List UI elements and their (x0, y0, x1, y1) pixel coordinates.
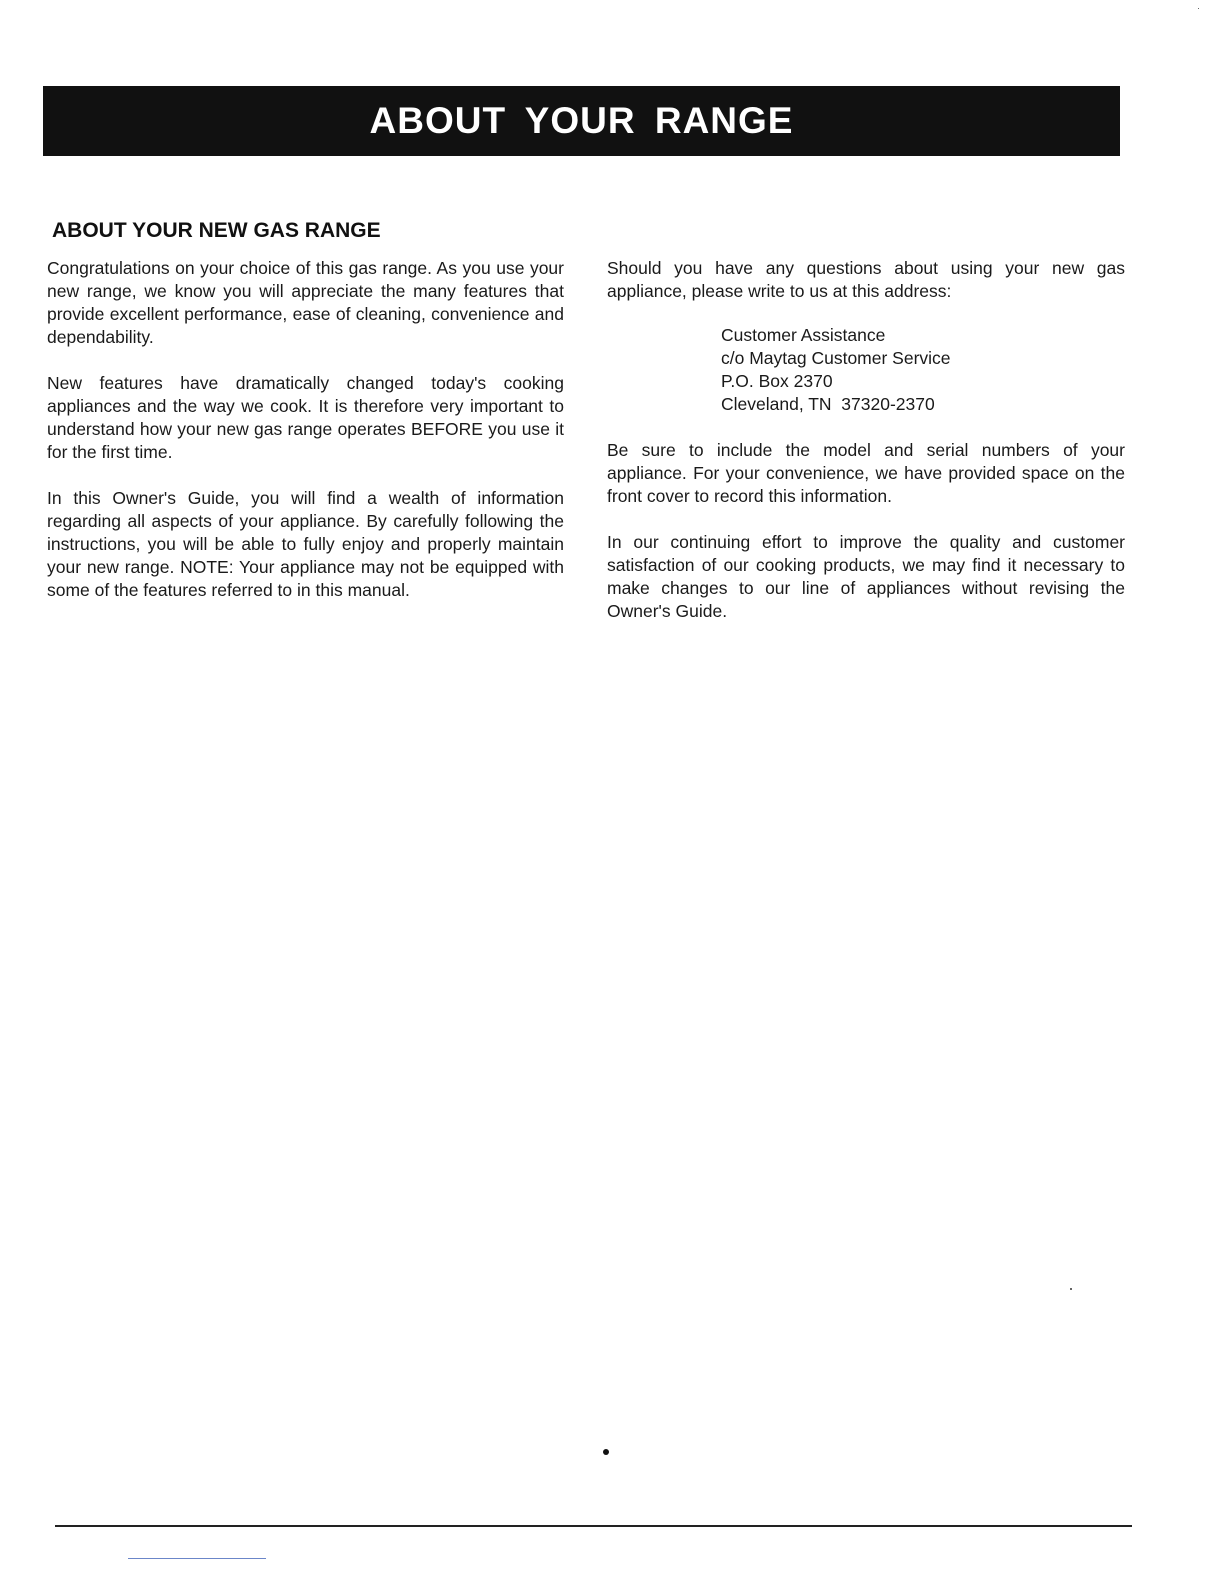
left-column (47, 257, 564, 625)
right-column (607, 257, 1125, 646)
address-line: P.O. Box 2370 (721, 371, 833, 391)
footer-rule (55, 1525, 1132, 1527)
paragraph-continuing-effort: In our continuing effort to improve the quality and customer satisfaction of our cooking products, we may find it necessary to make changes to our line of appliances without revising the Owner's Guide. (607, 532, 1125, 621)
paragraph-questions: Should you have any questions about using your new gas appliance, please write to us at this address: (607, 258, 1125, 301)
page-title: ABOUT YOUR RANGE (369, 100, 794, 141)
address-line: c/o Maytag Customer Service (721, 348, 951, 368)
scan-speck (1198, 8, 1199, 9)
address-line: Cleveland, TN 37320-2370 (721, 394, 935, 414)
bullet-dot (603, 1449, 609, 1455)
section-heading: ABOUT YOUR NEW GAS RANGE (52, 219, 381, 242)
address-line: Customer Assistance (721, 325, 886, 345)
paragraph-owners-guide: In this Owner's Guide, you will find a wealth of information regarding all aspects of your appliance. By carefully following the instructions, you will be able to fully enjoy and properly maintain your new range. NOTE: Your appliance may not be equipped with some of the features referred to in this manual. (47, 488, 564, 600)
scan-speck (1070, 1288, 1072, 1290)
paragraph-model-serial: Be sure to include the model and serial numbers of your appliance. For your convenience, we have provided space on the front cover to record this information. (607, 440, 1125, 506)
paragraph-congratulations: Congratulations on your choice of this gas range. As you use your new range, we know you will appreciate the many features that provide excellent performance, ease of cleaning, convenience and dependability. (47, 258, 564, 347)
paragraph-new-features: New features have dramatically changed today's cooking appliances and the way we cook. It is therefore very important to understand how your new gas range operates BEFORE you use it for the first time. (47, 373, 564, 462)
footer-accent-rule (128, 1558, 266, 1559)
mailing-address (721, 324, 1125, 416)
page-banner (43, 86, 1120, 156)
